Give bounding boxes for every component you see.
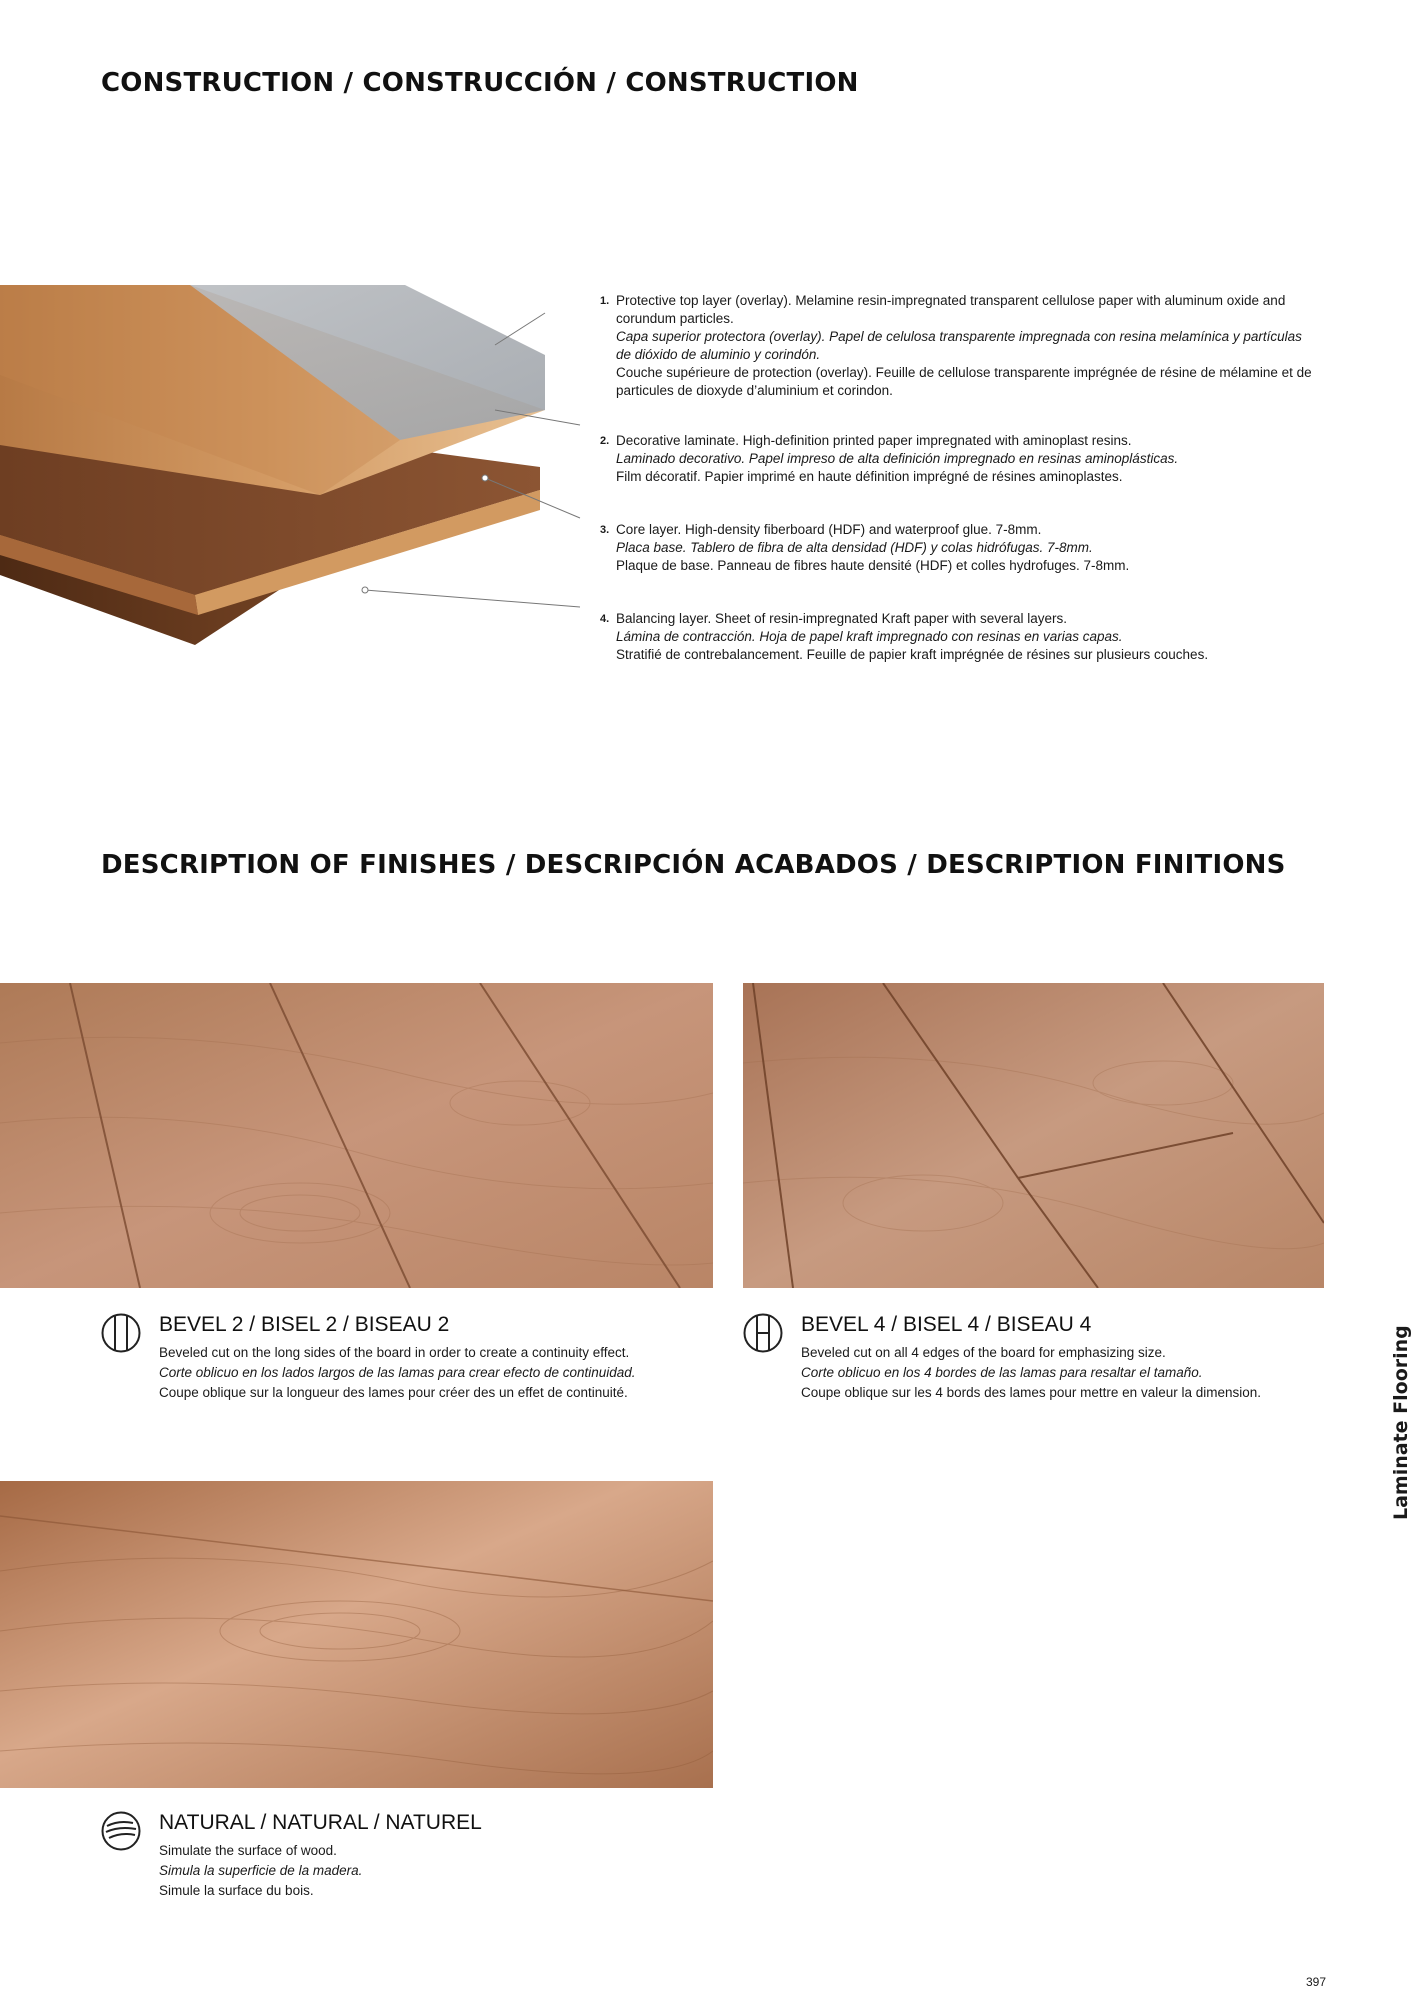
layer-text-en: Decorative laminate. High-definition printed paper impregnated with aminoplast resins. xyxy=(616,433,1132,448)
layer-construction-diagram xyxy=(0,285,600,665)
finish-title: BEVEL 4 / BISEL 4 / BISEAU 4 xyxy=(801,1313,1092,1336)
finish-natural xyxy=(101,1811,721,1911)
finish-description xyxy=(801,1343,1261,1403)
page-number: 397 xyxy=(1305,1975,1326,1989)
layer-number: 4. xyxy=(600,613,610,625)
layer-text-fr: Plaque de base. Panneau de fibres haute densité (HDF) et colles hydrofuges. 7-8mm. xyxy=(616,558,1130,573)
finish-title: BEVEL 2 / BISEL 2 / BISEAU 2 xyxy=(159,1313,450,1336)
finish-description xyxy=(159,1343,636,1403)
layer-text-fr: Couche supérieure de protection (overlay). Feuille de cellulose transparente imprégnée de résine de mélamine et de particules de dioxyde d’aluminium et corindon. xyxy=(616,365,1312,398)
layer-text-fr: Stratifié de contrebalancement. Feuille de papier kraft imprégnée de résines sur plusieurs couches. xyxy=(616,647,1209,662)
layer-text-en: Balancing layer. Sheet of resin-impregnated Kraft paper with several layers. xyxy=(616,611,1067,626)
layer-description-4 xyxy=(600,610,1320,664)
layer-number: 3. xyxy=(600,524,610,536)
finish-text-fr: Coupe oblique sur la longueur des lames pour créer des un effet de continuité. xyxy=(159,1385,628,1400)
layer-description-3 xyxy=(600,521,1320,575)
layer-text-es: Lámina de contracción. Hoja de papel kraft impregnado con resinas en varias capas. xyxy=(616,629,1123,644)
finish-text-es: Corte oblicuo en los lados largos de las lamas para crear efecto de continuidad. xyxy=(159,1365,636,1380)
finishes-title: DESCRIPTION OF FINISHES / DESCRIPCIÓN ACABADOS / DESCRIPTION FINITIONS xyxy=(101,850,1286,880)
layer-text-es: Capa superior protectora (overlay). Papel de celulosa transparente impregnada con resina melamínica y partículas de dióxido de aluminio y corindón. xyxy=(616,329,1302,362)
bevel-4-photo xyxy=(743,983,1324,1288)
bevel-2-icon xyxy=(101,1313,141,1353)
layer-number: 1. xyxy=(600,295,610,307)
finish-description xyxy=(159,1841,362,1901)
natural-photo xyxy=(0,1481,713,1788)
bevel-4-icon xyxy=(743,1313,783,1353)
finish-bevel-2 xyxy=(101,1313,721,1413)
finish-text-fr: Simule la surface du bois. xyxy=(159,1883,314,1898)
natural-finish-icon xyxy=(101,1811,141,1851)
layer-description-2 xyxy=(600,432,1320,486)
finish-text-en: Beveled cut on all 4 edges of the board for emphasizing size. xyxy=(801,1345,1166,1360)
side-section-label: Laminate Flooring xyxy=(1390,1325,1412,1520)
finish-text-fr: Coupe oblique sur les 4 bords des lames pour mettre en valeur la dimension. xyxy=(801,1385,1262,1400)
layer-text-es: Placa base. Tablero de fibra de alta densidad (HDF) y colas hidrófugas. 7-8mm. xyxy=(616,540,1093,555)
bevel-2-photo xyxy=(0,983,713,1288)
finish-title: NATURAL / NATURAL / NATUREL xyxy=(159,1811,482,1834)
finish-text-en: Beveled cut on the long sides of the board in order to create a continuity effect. xyxy=(159,1345,630,1360)
layer-text-es: Laminado decorativo. Papel impreso de alta definición impregnado en resinas aminoplásticas. xyxy=(616,451,1179,466)
construction-title: CONSTRUCTION / CONSTRUCCIÓN / CONSTRUCTION xyxy=(101,68,859,98)
layer-number: 2. xyxy=(600,435,610,447)
layer-text-fr: Film décoratif. Papier imprimé en haute définition imprégné de résines aminoplastes. xyxy=(616,469,1123,484)
finish-text-es: Simula la superficie de la madera. xyxy=(159,1863,363,1878)
finish-bevel-4 xyxy=(743,1313,1363,1413)
layer-text-en: Protective top layer (overlay). Melamine resin-impregnated transparent cellulose paper with aluminum oxide and corundum particles. xyxy=(616,293,1286,326)
finish-text-en: Simulate the surface of wood. xyxy=(159,1843,337,1858)
finish-text-es: Corte oblicuo en los 4 bordes de las lamas para resaltar el tamaño. xyxy=(801,1365,1203,1380)
layer-description-1 xyxy=(600,292,1320,400)
layer-text-en: Core layer. High-density fiberboard (HDF) and waterproof glue. 7-8mm. xyxy=(616,522,1042,537)
